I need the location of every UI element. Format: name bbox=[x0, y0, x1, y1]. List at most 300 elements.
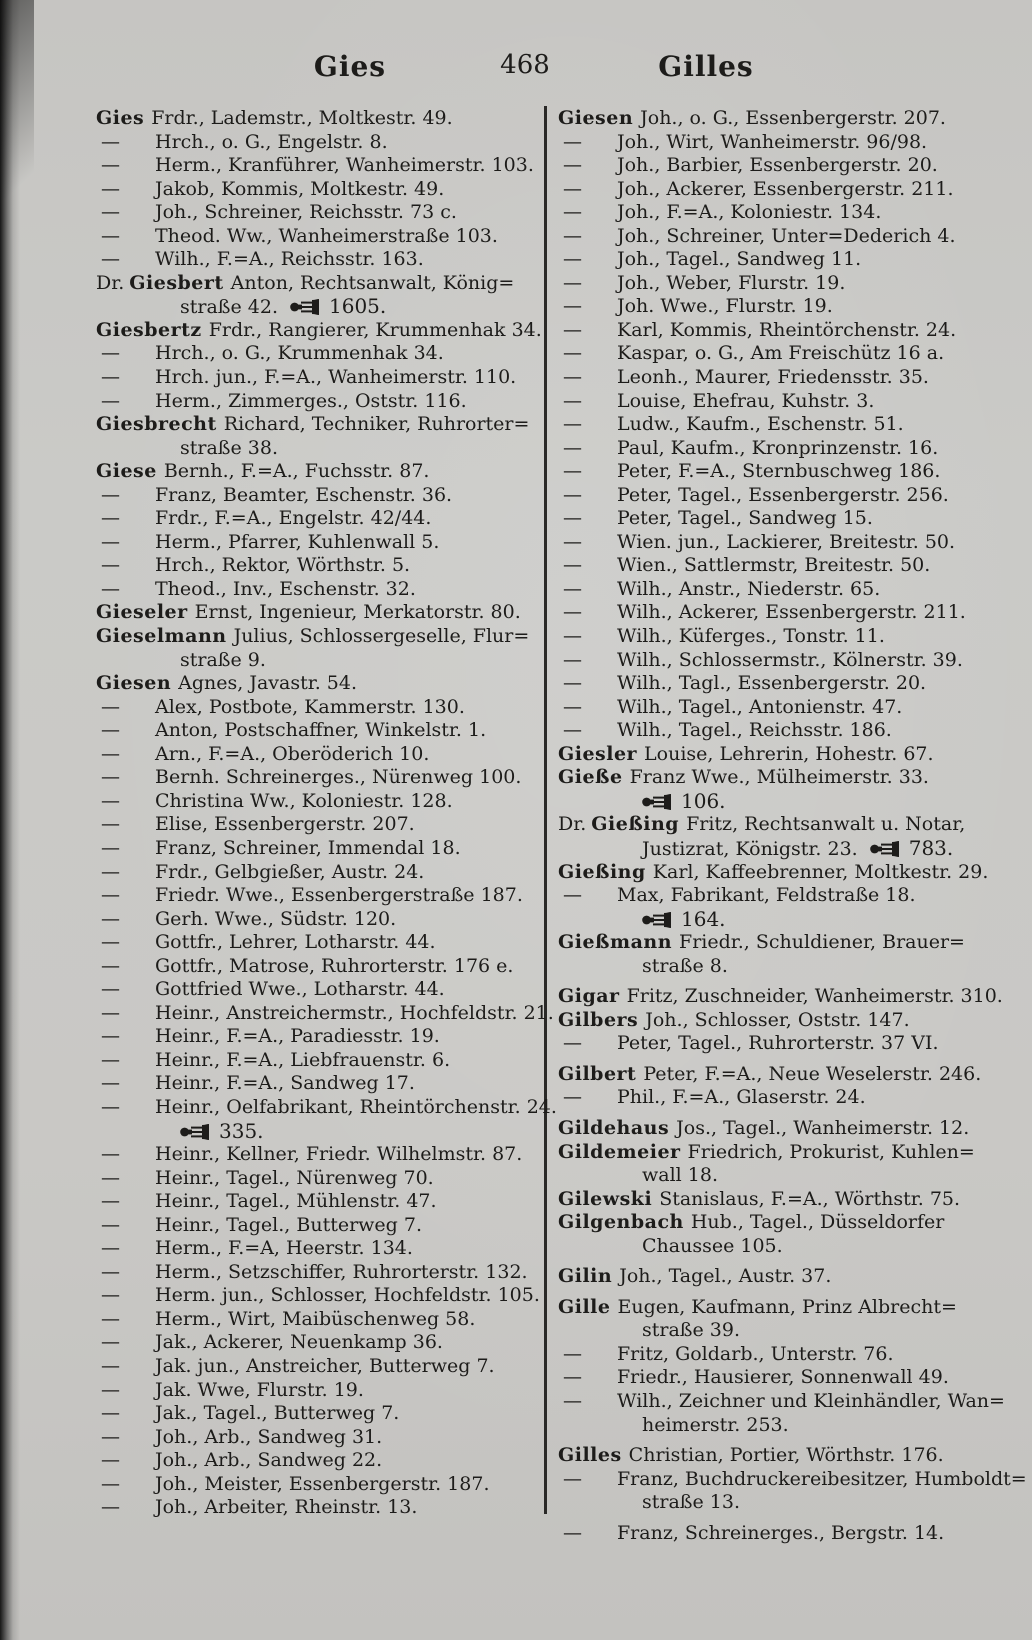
directory-entry-ditto bbox=[96, 978, 542, 1002]
directory-entry-ditto bbox=[96, 1001, 554, 1026]
directory-entry-continuation bbox=[558, 1414, 1008, 1438]
entry-surname: Gilbers bbox=[558, 1008, 639, 1031]
directory-entry bbox=[558, 1009, 1008, 1033]
ditto-dash: — bbox=[101, 154, 120, 177]
ditto-dash: — bbox=[563, 507, 582, 530]
entry-text: wall 18. bbox=[642, 1164, 718, 1187]
ditto-dash: — bbox=[563, 1032, 582, 1055]
entry-surname: Giesen bbox=[558, 107, 634, 129]
entry-text: Herm., Zimmerges., Oststr. 116. bbox=[155, 389, 467, 412]
directory-entry bbox=[558, 766, 1008, 790]
entry-text: Frdr., F.=A., Engelstr. 42/44. bbox=[155, 507, 432, 530]
entry-text: Herm., Setzschiffer, Ruhrorterstr. 132. bbox=[155, 1260, 528, 1283]
ditto-dash: — bbox=[563, 1086, 582, 1109]
entry-text: Fritz, Zuschneider, Wanheimerstr. 310. bbox=[626, 985, 1003, 1008]
directory-entry-ditto bbox=[96, 813, 542, 837]
directory-entry-continuation bbox=[96, 649, 542, 673]
directory-entry-ditto bbox=[96, 884, 542, 908]
entry-surname: Gildehaus bbox=[558, 1116, 670, 1139]
ditto-dash: — bbox=[563, 1521, 582, 1544]
ditto-dash: — bbox=[101, 1307, 120, 1330]
entry-text: Jak., Tagel., Butterweg 7. bbox=[155, 1402, 400, 1425]
directory-entry-ditto bbox=[96, 1072, 542, 1096]
directory-entry-ditto bbox=[96, 390, 542, 414]
entry-text: Franz, Schreiner, Immendal 18. bbox=[155, 836, 461, 859]
directory-entry-ditto bbox=[96, 1190, 542, 1214]
directory-entry bbox=[558, 1265, 1008, 1289]
directory-entry-ditto bbox=[96, 1143, 542, 1167]
directory-entry-ditto bbox=[558, 1032, 1008, 1056]
directory-entry-ditto bbox=[558, 1366, 1008, 1390]
entry-text: Max, Fabrikant, Feldstraße 18. bbox=[617, 884, 916, 907]
ditto-dash: — bbox=[101, 483, 120, 506]
directory-entry-ditto bbox=[96, 201, 542, 225]
directory-entry-ditto bbox=[558, 625, 1008, 649]
directory-entry bbox=[558, 1117, 1008, 1141]
entry-text: Joh., Meister, Essenbergerstr. 187. bbox=[155, 1472, 490, 1495]
directory-entry-ditto bbox=[96, 1402, 542, 1426]
directory-entry-ditto bbox=[96, 131, 542, 155]
entry-text: straße 42. bbox=[180, 296, 278, 319]
entry-text: Herm., Kranführer, Wanheimerstr. 103. bbox=[155, 154, 534, 177]
entry-title-prefix: Dr. bbox=[96, 271, 125, 294]
entry-text: Joh., Schlosser, Oststr. 147. bbox=[645, 1008, 910, 1031]
directory-entry bbox=[558, 1444, 1008, 1468]
entry-surname: Gilles bbox=[558, 1444, 622, 1467]
telephone-icon bbox=[180, 1121, 219, 1143]
entry-text: Jos., Tagel., Wanheimerstr. 12. bbox=[676, 1116, 970, 1139]
entry-text: Louise, Ehefrau, Kuhstr. 3. bbox=[617, 389, 875, 412]
entry-text: Wilh., Tagel., Antonienstr. 47. bbox=[617, 695, 903, 718]
entry-text: heimerstr. 253. bbox=[642, 1413, 789, 1436]
entry-text: Justizrat, Königstr. 23. bbox=[642, 837, 858, 860]
entry-text: Theod., Inv., Eschenstr. 32. bbox=[155, 577, 416, 600]
ditto-dash: — bbox=[563, 413, 582, 436]
telephone-number bbox=[278, 295, 386, 320]
directory-entry-ditto bbox=[558, 1467, 1027, 1492]
entry-text: Joh., Arb., Sandweg 22. bbox=[155, 1449, 383, 1472]
ditto-dash: — bbox=[101, 1354, 120, 1377]
entry-text: Kaspar, o. G., Am Freischütz 16 a. bbox=[617, 342, 945, 365]
directory-entry-ditto bbox=[558, 719, 1008, 743]
ditto-dash: — bbox=[101, 1449, 120, 1472]
ditto-dash: — bbox=[101, 366, 120, 389]
entry-text: Hrch., o. G., Engelstr. 8. bbox=[155, 130, 388, 153]
directory-entry bbox=[558, 1211, 1008, 1235]
entry-text: Joh., Schreiner, Unter=Dederich 4. bbox=[617, 224, 956, 247]
directory-entry bbox=[96, 601, 542, 625]
entry-surname: Gildemeier bbox=[558, 1140, 681, 1163]
directory-entry bbox=[558, 813, 1008, 837]
directory-entry-ditto bbox=[96, 1049, 542, 1073]
directory-entry-ditto bbox=[96, 1355, 542, 1379]
entry-text: Wilh., Tagel., Reichsstr. 186. bbox=[617, 719, 892, 742]
ditto-dash: — bbox=[101, 719, 120, 742]
directory-entry-ditto bbox=[96, 1496, 542, 1520]
directory-entry bbox=[96, 413, 542, 437]
entry-surname: Gilin bbox=[558, 1265, 613, 1288]
directory-entry-ditto bbox=[558, 178, 1008, 202]
telephone-icon bbox=[642, 909, 681, 931]
entry-surname: Gilewski bbox=[558, 1187, 653, 1210]
directory-entry-ditto bbox=[96, 1284, 542, 1308]
ditto-dash: — bbox=[563, 483, 582, 506]
directory-entry-ditto bbox=[558, 366, 1008, 390]
ditto-dash: — bbox=[101, 884, 120, 907]
ditto-dash: — bbox=[563, 460, 582, 483]
entry-text: Christian, Portier, Wörthstr. 176. bbox=[628, 1444, 944, 1467]
entry-text: Heinr., Tagel., Mühlenstr. 47. bbox=[155, 1190, 437, 1213]
entry-text: Friedr., Hausierer, Sonnenwall 49. bbox=[617, 1366, 949, 1389]
entry-surname: Giesbrecht bbox=[96, 413, 217, 436]
entry-text: Peter, F.=A., Sternbuschweg 186. bbox=[617, 460, 941, 483]
directory-entry-ditto bbox=[558, 601, 1008, 625]
ditto-dash: — bbox=[101, 1260, 120, 1283]
entry-surname: Giese bbox=[96, 460, 157, 483]
entry-surname: Giesler bbox=[558, 742, 638, 765]
entry-text: Anton, Postschaffner, Winkelstr. 1. bbox=[155, 719, 487, 742]
entry-text: Joh. Wwe., Flurstr. 19. bbox=[617, 295, 833, 318]
entry-text: Wilh., Tagl., Essenbergerstr. 20. bbox=[617, 672, 927, 695]
entry-text: Agnes, Javastr. 54. bbox=[178, 672, 358, 695]
entry-text: Joh., Weber, Flurstr. 19. bbox=[617, 271, 846, 294]
entry-text: Richard, Techniker, Ruhrorter= bbox=[223, 413, 530, 436]
directory-entry-ditto bbox=[558, 225, 1008, 249]
entry-text: Joh., F.=A., Koloniestr. 134. bbox=[617, 201, 882, 224]
directory-entry-ditto bbox=[558, 154, 1008, 178]
directory-entry-ditto bbox=[96, 1473, 542, 1497]
ditto-dash: — bbox=[101, 789, 120, 812]
entry-text: Wilh., Ackerer, Essenbergerstr. 211. bbox=[617, 601, 966, 624]
directory-entry-ditto bbox=[558, 884, 1008, 908]
ditto-dash: — bbox=[101, 1095, 120, 1118]
ditto-dash: — bbox=[101, 860, 120, 883]
entry-text: Jak. jun., Anstreicher, Butterweg 7. bbox=[155, 1354, 495, 1377]
directory-entry bbox=[96, 107, 542, 131]
entry-text: Franz Wwe., Mülheimerstr. 33. bbox=[629, 766, 929, 789]
entry-text: Alex, Postbote, Kammerstr. 130. bbox=[155, 695, 465, 718]
directory-entry-ditto bbox=[96, 790, 542, 814]
ditto-dash: — bbox=[101, 248, 120, 271]
telephone-number-value: 335. bbox=[219, 1118, 264, 1143]
entry-text: Heinr., Kellner, Friedr. Wilhelmstr. 87. bbox=[155, 1143, 523, 1166]
ditto-dash: — bbox=[563, 648, 582, 671]
directory-entry-ditto bbox=[558, 295, 1008, 319]
directory-entry-ditto bbox=[96, 507, 542, 531]
ditto-dash: — bbox=[101, 1213, 120, 1236]
entry-text: Peter, F.=A., Neue Weselerstr. 246. bbox=[643, 1062, 982, 1085]
entry-text: Wien., Sattlermstr, Breitestr. 50. bbox=[617, 554, 931, 577]
entry-text: Franz, Beamter, Eschenstr. 36. bbox=[155, 483, 453, 506]
ditto-dash: — bbox=[101, 907, 120, 930]
directory-entry-ditto bbox=[96, 719, 542, 743]
entry-surname: Gies bbox=[96, 107, 145, 129]
directory-entry-ditto bbox=[96, 931, 542, 955]
page-number: 468 bbox=[500, 50, 550, 80]
ditto-dash: — bbox=[101, 177, 120, 200]
directory-entry bbox=[558, 931, 1008, 955]
directory-entry-ditto bbox=[558, 696, 1008, 720]
ditto-dash: — bbox=[101, 1190, 120, 1213]
directory-column-right bbox=[558, 107, 1027, 1545]
entry-text: Herm., Wirt, Maibüschenweg 58. bbox=[155, 1307, 476, 1330]
ditto-dash: — bbox=[563, 577, 582, 600]
telephone-icon bbox=[642, 791, 681, 813]
directory-entry-ditto bbox=[558, 413, 1008, 437]
directory-entry-ditto bbox=[558, 342, 1008, 366]
directory-entry-ditto bbox=[96, 578, 542, 602]
entry-text: Karl, Kaffeebrenner, Moltkestr. 29. bbox=[652, 860, 989, 883]
entry-text: Joh., Tagel., Sandweg 11. bbox=[617, 248, 862, 271]
ditto-dash: — bbox=[563, 318, 582, 341]
directory-entry-ditto bbox=[96, 1331, 542, 1355]
entry-surname: Giesbert bbox=[129, 271, 224, 294]
ditto-dash: — bbox=[563, 389, 582, 412]
entry-text: Hrch. jun., F.=A., Wanheimerstr. 110. bbox=[155, 366, 517, 389]
ditto-dash: — bbox=[101, 1001, 120, 1024]
entry-text: straße 38. bbox=[180, 436, 278, 459]
ditto-dash: — bbox=[563, 554, 582, 577]
ditto-dash: — bbox=[563, 1389, 582, 1412]
entry-text: Joh., Tagel., Austr. 37. bbox=[619, 1265, 832, 1288]
directory-entry bbox=[96, 672, 542, 696]
entry-title-prefix: Dr. bbox=[558, 813, 587, 836]
entry-text: Heinr., Anstreichermstr., Hochfeldstr. 21. bbox=[155, 1001, 554, 1024]
entry-text: Wilh., F.=A., Reichsstr. 163. bbox=[155, 248, 424, 271]
ditto-dash: — bbox=[101, 389, 120, 412]
directory-entry-ditto bbox=[558, 201, 1008, 225]
entry-text: Chaussee 105. bbox=[642, 1234, 783, 1257]
ditto-dash: — bbox=[563, 1467, 582, 1490]
entry-text: Herm., Pfarrer, Kuhlenwall 5. bbox=[155, 530, 440, 553]
directory-entry-ditto bbox=[96, 1308, 542, 1332]
entry-text: Joh., o. G., Essenbergerstr. 207. bbox=[640, 107, 946, 129]
directory-entry-ditto bbox=[558, 1343, 1008, 1367]
directory-entry-ditto bbox=[96, 484, 542, 508]
entry-text: Hrch., o. G., Krummenhak 34. bbox=[155, 342, 444, 365]
entry-text: Paul, Kaufm., Kronprinzenstr. 16. bbox=[617, 436, 939, 459]
entry-text: Herm. jun., Schlosser, Hochfeldstr. 105. bbox=[155, 1284, 540, 1307]
entry-text: Heinr., Tagel., Nürenweg 70. bbox=[155, 1166, 434, 1189]
entry-text: Wilh., Anstr., Niederstr. 65. bbox=[617, 577, 881, 600]
directory-entry-ditto bbox=[96, 1167, 542, 1191]
entry-text: Eugen, Kaufmann, Prinz Albrecht= bbox=[617, 1295, 957, 1318]
entry-text: Heinr., F.=A., Liebfrauenstr. 6. bbox=[155, 1048, 451, 1071]
entry-surname: Gille bbox=[558, 1295, 611, 1318]
entry-text: Phil., F.=A., Glaserstr. 24. bbox=[617, 1086, 866, 1109]
entry-text: Joh., Schreiner, Reichsstr. 73 c. bbox=[155, 201, 457, 224]
telephone-number-value: 1605. bbox=[329, 294, 387, 319]
directory-entry-continuation bbox=[558, 790, 1008, 814]
directory-entry-ditto bbox=[96, 1095, 557, 1120]
directory-entry bbox=[558, 1141, 1008, 1165]
ditto-dash: — bbox=[101, 766, 120, 789]
directory-entry bbox=[96, 460, 542, 484]
entry-surname: Giesbertz bbox=[96, 318, 202, 341]
directory-entry-ditto bbox=[558, 1390, 1008, 1414]
ditto-dash: — bbox=[101, 577, 120, 600]
directory-entry-ditto bbox=[558, 507, 1008, 531]
directory-entry-continuation bbox=[558, 1164, 1008, 1188]
telephone-icon bbox=[858, 838, 909, 860]
entry-text: Karl, Kommis, Rheintörchenstr. 24. bbox=[617, 318, 957, 341]
ditto-dash: — bbox=[563, 154, 582, 177]
entry-text: Arn., F.=A., Oberöderich 10. bbox=[155, 742, 430, 765]
ditto-dash: — bbox=[101, 1166, 120, 1189]
ditto-dash: — bbox=[563, 201, 582, 224]
telephone-number bbox=[642, 908, 726, 933]
ditto-dash: — bbox=[101, 1496, 120, 1519]
directory-entry-ditto bbox=[558, 248, 1008, 272]
ditto-dash: — bbox=[101, 1425, 120, 1448]
entry-text: Theod. Ww., Wanheimerstraße 103. bbox=[155, 224, 498, 247]
directory-entry-ditto bbox=[558, 531, 1008, 555]
ditto-dash: — bbox=[101, 978, 120, 1001]
directory-entry-ditto bbox=[558, 319, 1008, 343]
entry-text: Jakob, Kommis, Moltkestr. 49. bbox=[155, 177, 445, 200]
entry-surname: Gilgenbach bbox=[558, 1211, 684, 1234]
ditto-dash: — bbox=[101, 836, 120, 859]
entry-text: Joh., Arb., Sandweg 31. bbox=[155, 1425, 383, 1448]
directory-entry-ditto bbox=[96, 1025, 542, 1049]
directory-entry-continuation bbox=[96, 295, 542, 319]
entry-text: Frdr., Rangierer, Krummenhak 34. bbox=[208, 318, 542, 341]
entry-text: Joh., Barbier, Essenbergerstr. 20. bbox=[617, 154, 938, 177]
entry-text: Fritz, Goldarb., Unterstr. 76. bbox=[617, 1342, 894, 1365]
ditto-dash: — bbox=[563, 342, 582, 365]
entry-surname: Gieße bbox=[558, 766, 623, 789]
ditto-dash: — bbox=[563, 672, 582, 695]
directory-entry-ditto bbox=[96, 248, 542, 272]
entry-text: Friedrich, Prokurist, Kuhlen= bbox=[687, 1140, 975, 1163]
entry-text: Gerh. Wwe., Südstr. 120. bbox=[155, 907, 397, 930]
entry-text: Bernh., F.=A., Fuchsstr. 87. bbox=[163, 460, 430, 483]
telephone-number bbox=[858, 837, 954, 862]
directory-entry-ditto bbox=[96, 766, 542, 790]
directory-entry-ditto bbox=[558, 272, 1008, 296]
directory-entry-ditto bbox=[558, 1086, 1008, 1110]
ditto-dash: — bbox=[563, 366, 582, 389]
book-binding-shadow bbox=[0, 0, 20, 1640]
telephone-number-value: 106. bbox=[681, 788, 726, 813]
entry-text: Christina Ww., Koloniestr. 128. bbox=[155, 789, 453, 812]
entry-text: Jak. Wwe, Flurstr. 19. bbox=[155, 1378, 364, 1401]
entry-text: straße 13. bbox=[642, 1491, 740, 1514]
entry-text: Franz, Buchdruckereibesitzer, Humboldt= bbox=[617, 1467, 1027, 1490]
directory-entry bbox=[558, 985, 1008, 1009]
directory-entry-ditto bbox=[96, 696, 542, 720]
entry-text: Joh., Arbeiter, Rheinstr. 13. bbox=[155, 1496, 418, 1519]
entry-text: Julius, Schlossergeselle, Flur= bbox=[233, 625, 530, 648]
page-header bbox=[0, 50, 1032, 90]
ditto-dash: — bbox=[101, 954, 120, 977]
ditto-dash: — bbox=[563, 695, 582, 718]
entry-text: Frdr., Gelbgießer, Austr. 24. bbox=[155, 860, 425, 883]
directory-entry-ditto bbox=[96, 225, 542, 249]
ditto-dash: — bbox=[101, 1402, 120, 1425]
entry-text: Gottfr., Matrose, Ruhrorterstr. 176 e. bbox=[155, 954, 514, 977]
ditto-dash: — bbox=[563, 436, 582, 459]
entry-text: Joh., Ackerer, Essenbergerstr. 211. bbox=[617, 177, 954, 200]
ditto-dash: — bbox=[101, 1072, 120, 1095]
directory-entry-ditto bbox=[96, 955, 542, 979]
entry-text: straße 8. bbox=[642, 954, 728, 977]
ditto-dash: — bbox=[101, 224, 120, 247]
entry-text: Wien. jun., Lackierer, Breitestr. 50. bbox=[617, 530, 956, 553]
directory-entry-ditto bbox=[96, 743, 542, 767]
entry-text: Hub., Tagel., Düsseldorfer bbox=[690, 1211, 945, 1234]
entry-text: Peter, Tagel., Essenbergerstr. 256. bbox=[617, 483, 949, 506]
directory-entry-ditto bbox=[558, 578, 1008, 602]
ditto-dash: — bbox=[563, 625, 582, 648]
directory-entry bbox=[96, 272, 542, 296]
entry-text: Heinr., F.=A., Paradiesstr. 19. bbox=[155, 1025, 440, 1048]
directory-entry-ditto bbox=[558, 484, 1008, 508]
ditto-dash: — bbox=[563, 530, 582, 553]
entry-text: Jak., Ackerer, Neuenkamp 36. bbox=[155, 1331, 443, 1354]
directory-column-left bbox=[96, 107, 557, 1520]
telephone-number bbox=[642, 790, 726, 815]
ditto-dash: — bbox=[101, 1378, 120, 1401]
directory-entry-ditto bbox=[96, 1449, 542, 1473]
entry-text: Heinr., Oelfabrikant, Rheintörchenstr. 24. bbox=[155, 1095, 557, 1118]
entry-text: Stanislaus, F.=A., Wörthstr. 75. bbox=[659, 1187, 961, 1210]
ditto-dash: — bbox=[101, 1284, 120, 1307]
entry-surname: Gieselmann bbox=[96, 625, 227, 648]
entry-text: straße 39. bbox=[642, 1319, 740, 1342]
entry-text: Louise, Lehrerin, Hohestr. 67. bbox=[644, 742, 934, 765]
ditto-dash: — bbox=[101, 530, 120, 553]
directory-entry-ditto bbox=[96, 908, 542, 932]
ditto-dash: — bbox=[101, 554, 120, 577]
ditto-dash: — bbox=[101, 813, 120, 836]
entry-surname: Gilbert bbox=[558, 1062, 637, 1085]
ditto-dash: — bbox=[101, 342, 120, 365]
directory-entry bbox=[558, 743, 1008, 767]
directory-entry-ditto bbox=[96, 342, 542, 366]
directory-entry bbox=[558, 1063, 1008, 1087]
ditto-dash: — bbox=[101, 201, 120, 224]
entry-text: Gottfried Wwe., Lotharstr. 44. bbox=[155, 978, 445, 1001]
directory-entry-continuation bbox=[558, 908, 1008, 932]
ditto-dash: — bbox=[101, 742, 120, 765]
entry-surname: Gießing bbox=[591, 813, 680, 836]
header-keyword-left: Gies bbox=[313, 50, 387, 83]
ditto-dash: — bbox=[101, 1472, 120, 1495]
directory-entry-continuation bbox=[558, 955, 1008, 979]
ditto-dash: — bbox=[101, 1025, 120, 1048]
telephone-number-value: 164. bbox=[681, 906, 726, 931]
entry-text: straße 9. bbox=[180, 648, 266, 671]
ditto-dash: — bbox=[563, 884, 582, 907]
entry-text: Heinr., F.=A., Sandweg 17. bbox=[155, 1072, 415, 1095]
ditto-dash: — bbox=[563, 248, 582, 271]
ditto-dash: — bbox=[101, 507, 120, 530]
entry-text: Peter, Tagel., Sandweg 15. bbox=[617, 507, 873, 530]
ditto-dash: — bbox=[563, 271, 582, 294]
ditto-dash: — bbox=[101, 1048, 120, 1071]
entry-text: Ludw., Kaufm., Eschenstr. 51. bbox=[617, 413, 904, 436]
directory-entry-continuation bbox=[558, 837, 1008, 861]
directory-entry-continuation bbox=[558, 1491, 1008, 1515]
directory-entry-ditto bbox=[96, 1426, 542, 1450]
directory-entry-ditto bbox=[96, 1237, 542, 1261]
entry-text: Franz, Schreinerges., Bergstr. 14. bbox=[617, 1521, 945, 1544]
directory-entry-ditto bbox=[558, 649, 1008, 673]
directory-entry bbox=[558, 1188, 1008, 1212]
ditto-dash: — bbox=[563, 1342, 582, 1365]
directory-entry-ditto bbox=[96, 1214, 542, 1238]
